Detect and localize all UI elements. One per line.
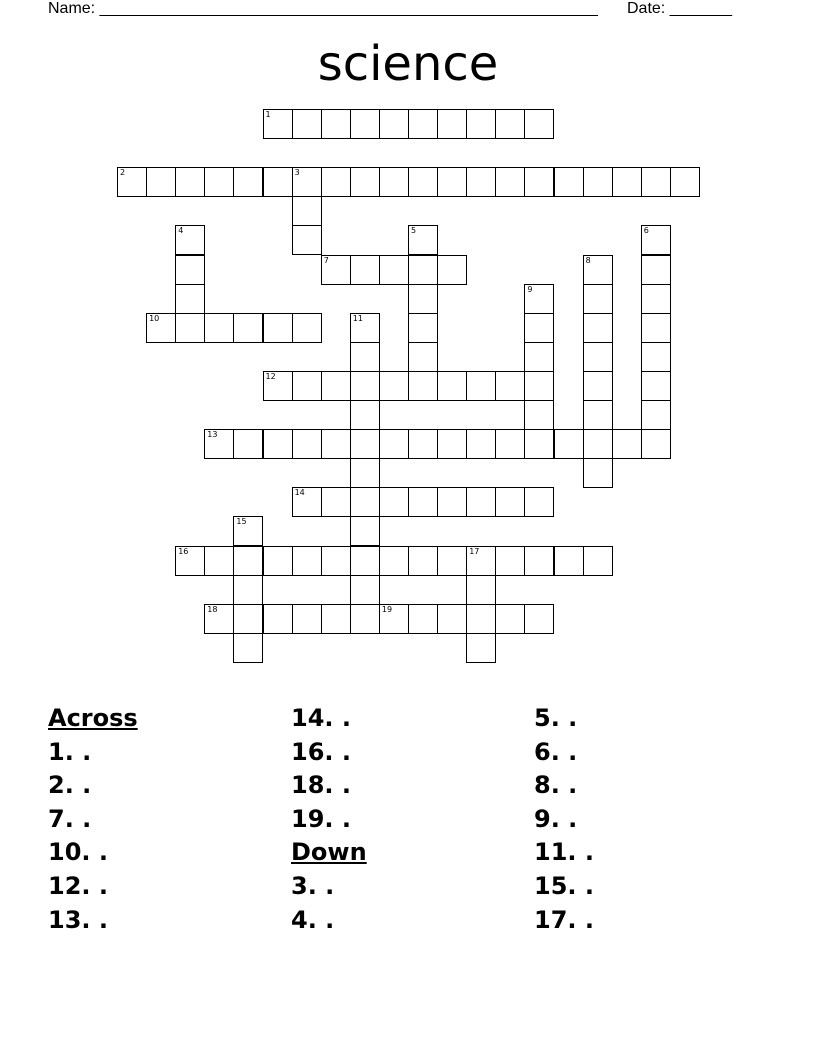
grid-cell[interactable] <box>670 167 700 197</box>
grid-cell[interactable] <box>408 255 438 285</box>
grid-cell[interactable] <box>321 109 351 139</box>
grid-cell[interactable] <box>350 109 380 139</box>
clue-item: 2. . <box>48 771 92 800</box>
grid-cell[interactable] <box>350 487 380 517</box>
grid-cell[interactable] <box>292 429 322 459</box>
grid-cell[interactable] <box>379 546 409 576</box>
clue-number: 5 <box>411 226 417 236</box>
grid-cell[interactable] <box>292 225 322 255</box>
grid-cell[interactable] <box>408 109 438 139</box>
grid-cell[interactable] <box>408 487 438 517</box>
clue-number: 13 <box>207 430 218 440</box>
grid-cell[interactable] <box>466 487 496 517</box>
grid-cell[interactable] <box>379 371 409 401</box>
grid-cell[interactable] <box>641 400 671 430</box>
grid-cell[interactable] <box>263 167 293 197</box>
grid-cell[interactable] <box>437 255 467 285</box>
grid-cell[interactable] <box>466 371 496 401</box>
grid-cell[interactable] <box>204 546 234 576</box>
clue-number: 12 <box>265 371 276 381</box>
clue-number: 9 <box>527 284 533 294</box>
grid-cell[interactable] <box>437 546 467 576</box>
grid-cell[interactable] <box>641 342 671 372</box>
grid-cell[interactable] <box>641 225 671 255</box>
grid-cell[interactable] <box>292 604 322 634</box>
grid-cell[interactable] <box>350 371 380 401</box>
grid-cell[interactable] <box>583 255 613 285</box>
grid-cell[interactable] <box>379 109 409 139</box>
grid-cell[interactable] <box>263 371 293 401</box>
clue-number: 11 <box>352 313 363 323</box>
grid-cell[interactable] <box>263 109 293 139</box>
grid-cell[interactable] <box>175 167 205 197</box>
grid-cell[interactable] <box>524 429 554 459</box>
grid-cell[interactable] <box>146 313 176 343</box>
clue-number: 18 <box>207 604 218 614</box>
clue-item: 12. . <box>48 871 108 900</box>
grid-cell[interactable] <box>263 429 293 459</box>
grid-cell[interactable] <box>204 167 234 197</box>
clue-column-1 <box>48 702 138 937</box>
grid-cell[interactable] <box>350 458 380 488</box>
grid-cell[interactable] <box>204 429 234 459</box>
grid-cell[interactable] <box>466 575 496 605</box>
grid-cell[interactable] <box>350 546 380 576</box>
clue-item: 8. . <box>534 771 578 800</box>
grid-cell[interactable] <box>641 284 671 314</box>
clue-number: 14 <box>294 488 305 498</box>
grid-cell[interactable] <box>350 313 380 343</box>
clue-number: 1 <box>265 110 271 119</box>
grid-cell[interactable] <box>350 255 380 285</box>
clue-item: 14. . <box>291 704 351 732</box>
grid-cell[interactable] <box>350 429 380 459</box>
grid-cell[interactable] <box>233 546 263 576</box>
clue-item: 10. . <box>48 838 108 867</box>
grid-cell[interactable] <box>292 371 322 401</box>
clue-item: 9. . <box>534 804 578 833</box>
grid-cell[interactable] <box>466 604 496 634</box>
grid-cell[interactable] <box>233 633 263 663</box>
grid-cell[interactable] <box>233 313 263 343</box>
clue-number: 8 <box>585 255 591 265</box>
grid-cell[interactable] <box>233 167 263 197</box>
grid-cell[interactable] <box>379 487 409 517</box>
grid-cell[interactable] <box>583 458 613 488</box>
clue-section-heading: Down <box>291 838 367 867</box>
grid-cell[interactable] <box>117 167 147 197</box>
clue-number: 6 <box>643 226 649 236</box>
grid-cell[interactable] <box>263 546 293 576</box>
grid-cell[interactable] <box>292 109 322 139</box>
grid-cell[interactable] <box>233 429 263 459</box>
grid-cell[interactable] <box>408 225 438 255</box>
grid-cell[interactable] <box>204 313 234 343</box>
grid-cell[interactable] <box>437 487 467 517</box>
grid-cell[interactable] <box>612 167 642 197</box>
grid-cell[interactable] <box>408 167 438 197</box>
grid-cell[interactable] <box>175 284 205 314</box>
clue-item: 7. . <box>48 804 92 833</box>
clue-item: 13. . <box>48 905 108 934</box>
grid-cell[interactable] <box>321 167 351 197</box>
grid-cell[interactable] <box>641 371 671 401</box>
grid-cell[interactable] <box>524 167 554 197</box>
grid-cell[interactable] <box>379 604 409 634</box>
grid-cell[interactable] <box>292 487 322 517</box>
grid-cell[interactable] <box>408 313 438 343</box>
grid-cell[interactable] <box>641 313 671 343</box>
grid-cell[interactable] <box>641 167 671 197</box>
grid-cell[interactable] <box>495 546 525 576</box>
grid-cell[interactable] <box>466 167 496 197</box>
grid-cell[interactable] <box>204 604 234 634</box>
grid-cell[interactable] <box>321 546 351 576</box>
grid-cell[interactable] <box>583 546 613 576</box>
grid-cell[interactable] <box>554 546 584 576</box>
grid-cell[interactable] <box>321 429 351 459</box>
grid-cell[interactable] <box>437 604 467 634</box>
grid-cell[interactable] <box>233 604 263 634</box>
grid-cell[interactable] <box>292 546 322 576</box>
puzzle-title: science <box>317 36 499 92</box>
clue-number: 19 <box>381 604 393 614</box>
grid-cell[interactable] <box>233 516 263 546</box>
grid-cell[interactable] <box>495 371 525 401</box>
grid-cell[interactable] <box>524 371 554 401</box>
clue-item: 16. . <box>291 737 351 766</box>
clue-item: 1. . <box>48 737 92 766</box>
grid-cell[interactable] <box>554 429 584 459</box>
grid-cell[interactable] <box>524 604 554 634</box>
date-field-label[interactable]: Date: _______ <box>627 0 732 17</box>
clue-item: 18. . <box>291 771 351 800</box>
clue-item: 6. . <box>534 737 578 766</box>
grid-cell[interactable] <box>466 109 496 139</box>
grid-cell[interactable] <box>524 487 554 517</box>
clue-number: 16 <box>178 546 189 556</box>
grid-cell[interactable] <box>321 255 351 285</box>
grid-cell[interactable] <box>321 371 351 401</box>
grid-cell[interactable] <box>233 575 263 605</box>
grid-cell[interactable] <box>495 604 525 634</box>
grid-cell[interactable] <box>524 109 554 139</box>
grid-cell[interactable] <box>292 196 322 226</box>
grid-cell[interactable] <box>350 604 380 634</box>
grid-cell[interactable] <box>321 487 351 517</box>
grid-cell[interactable] <box>554 167 584 197</box>
grid-cell[interactable] <box>495 487 525 517</box>
grid-cell[interactable] <box>408 429 438 459</box>
grid-cell[interactable] <box>495 109 525 139</box>
grid-cell[interactable] <box>408 342 438 372</box>
grid-cell[interactable] <box>175 313 205 343</box>
grid-cell[interactable] <box>408 371 438 401</box>
clue-number: 15 <box>236 517 247 527</box>
grid-cell[interactable] <box>583 371 613 401</box>
clue-column-3 <box>534 702 594 937</box>
grid-cell[interactable] <box>583 400 613 430</box>
grid-cell[interactable] <box>495 429 525 459</box>
grid-cell[interactable] <box>524 546 554 576</box>
grid-cell[interactable] <box>583 429 613 459</box>
grid-cell[interactable] <box>408 284 438 314</box>
clue-number: 7 <box>323 255 329 265</box>
grid-cell[interactable] <box>612 429 642 459</box>
grid-cell[interactable] <box>408 546 438 576</box>
grid-cell[interactable] <box>379 167 409 197</box>
grid-cell[interactable] <box>175 546 205 576</box>
grid-cell[interactable] <box>263 604 293 634</box>
grid-cell[interactable] <box>350 400 380 430</box>
clue-item: 5. . <box>534 704 578 732</box>
grid-cell[interactable] <box>437 109 467 139</box>
grid-cell[interactable] <box>263 313 293 343</box>
grid-cell[interactable] <box>524 284 554 314</box>
grid-cell[interactable] <box>641 429 671 459</box>
grid-cell[interactable] <box>524 313 554 343</box>
clue-number: 3 <box>294 168 300 178</box>
grid-cell[interactable] <box>437 429 467 459</box>
grid-cell[interactable] <box>175 255 205 285</box>
grid-cell[interactable] <box>466 546 496 576</box>
grid-cell[interactable] <box>408 604 438 634</box>
grid-cell[interactable] <box>146 167 176 197</box>
clue-number: 10 <box>149 313 160 323</box>
grid-cell[interactable] <box>292 313 322 343</box>
grid-cell[interactable] <box>350 342 380 372</box>
grid-cell[interactable] <box>641 255 671 285</box>
grid-cell[interactable] <box>437 167 467 197</box>
grid-cell[interactable] <box>350 575 380 605</box>
grid-cell[interactable] <box>583 342 613 372</box>
grid-cell[interactable] <box>175 225 205 255</box>
grid-cell[interactable] <box>350 516 380 546</box>
grid-cell[interactable] <box>379 429 409 459</box>
clue-item: 19. . <box>291 804 351 833</box>
grid-cell[interactable] <box>524 400 554 430</box>
grid-cell[interactable] <box>495 167 525 197</box>
clue-item: 4. . <box>291 905 335 934</box>
clue-column-2 <box>291 702 367 937</box>
clue-number: 17 <box>469 546 480 556</box>
grid-cell[interactable] <box>437 371 467 401</box>
clue-number: 4 <box>178 226 184 236</box>
grid-cell[interactable] <box>321 604 351 634</box>
grid-cell[interactable] <box>292 167 322 197</box>
grid-cell[interactable] <box>466 429 496 459</box>
grid-cell[interactable] <box>583 313 613 343</box>
name-field-label[interactable]: Name: ________________________________________________________ <box>48 0 598 17</box>
grid-cell[interactable] <box>583 167 613 197</box>
grid-cell[interactable] <box>379 255 409 285</box>
grid-cell[interactable] <box>466 633 496 663</box>
clue-item: 17. . <box>534 905 594 934</box>
clue-item: 3. . <box>291 871 335 900</box>
clue-number: 2 <box>120 168 126 178</box>
grid-cell[interactable] <box>583 284 613 314</box>
grid-cell[interactable] <box>524 342 554 372</box>
clue-item: 15. . <box>534 871 594 900</box>
clue-section-heading: Across <box>48 704 138 732</box>
clue-item: 11. . <box>534 838 594 867</box>
grid-cell[interactable] <box>350 167 380 197</box>
